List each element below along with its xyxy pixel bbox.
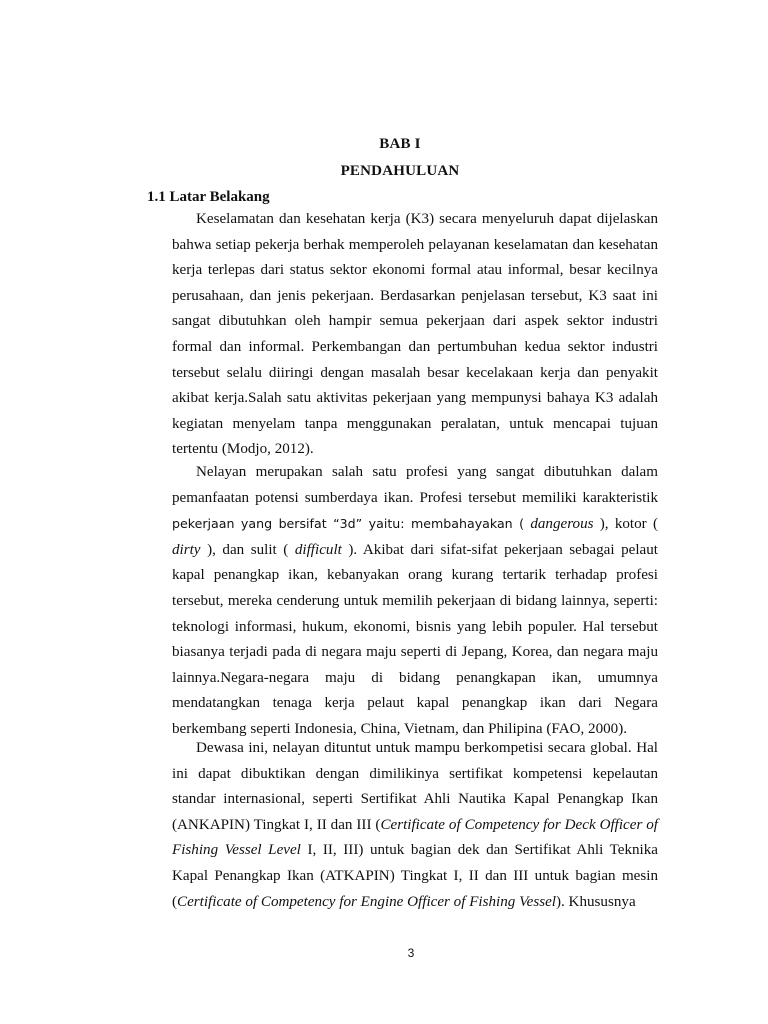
paragraph-2-part-e: ). Akibat dari sifat-sifat pekerjaan sebagai pelaut kapal penangkap ikan, kebanyakan orang kurang tertarik terhadap profesi tersebut, mereka cenderung untuk memilih pekerjaan di bidang lainnya, seperti: teknologi informasi, hukum, ekonomi, bisnis yang lebih populer. Hal tersebut biasanya terjadi pada di negara maju seperti di Jepang, Korea, dan negara maju lainnya.Negara-negara maju di bidang penangkapan ikan, umumnya mendatangkan tenaga kerja pelaut kapal penangkap ikan dari Negara berkembang seperti Indonesia, China, Vietnam, dan Philipina (FAO, 2000). xyxy=(172,541,658,737)
paragraph-2-text xyxy=(172,460,658,743)
paragraph-3-text xyxy=(172,736,658,915)
paragraph-2-sans-segment: pekerjaan yang bersifat “3d” yaitu: membahayakan ( xyxy=(172,516,525,532)
italic-certificate-engine: Certificate of Competency for Engine Officer of Fishing Vessel xyxy=(177,893,556,910)
paragraph-1 xyxy=(172,207,658,463)
italic-term-difficult: difficult xyxy=(294,541,342,558)
paragraph-2-part-c: ), kotor ( xyxy=(593,516,658,533)
page-number: 3 xyxy=(407,946,415,960)
italic-term-dangerous: dangerous xyxy=(530,516,594,533)
paragraph-3-part-a: Dewasa ini, nelayan dituntut untuk mampu berkompetisi secara global. Hal ini dapat dibuktikan dengan dimilikinya sertifikat kompetensi kepelautan standar internasional, seperti Sertifikat Ahli Nautika Kapal Penangkap Ikan (ANKAPIN) Tingkat I, II dan III ( xyxy=(172,740,658,833)
chapter-title: PENDAHULUAN xyxy=(340,163,460,179)
paragraph-3 xyxy=(172,736,658,915)
paragraph-3-part-b: I, II, III) untuk bagian dek dan Sertifikat Ahli Teknika Kapal Penangkap Ikan (ATKAPIN) Tingkat I, II dan III untuk bagian mesin ( xyxy=(172,842,658,910)
paragraph-3-part-c: ). Khususnya xyxy=(555,893,636,910)
paragraph-2-part-a: Nelayan merupakan salah satu profesi yang sangat dibutuhkan dalam pemanfaatan potensi sumberdaya ikan. Profesi tersebut memiliki karakteristik xyxy=(172,464,658,506)
paragraph-1-text: Keselamatan dan kesehatan kerja (K3) secara menyeluruh dapat dijelaskan bahwa setiap pekerja berhak memperoleh pelayanan keselamatan dan kesehatan kerja terlepas dari status sektor ekonomi formal atau informal, besar kecilnya perusahaan, dan jenis pekerjaan. Berdasarkan penjelasan tersebut, K3 saat ini sangat dibutuhkan oleh hampir semua pekerjaan dari aspek sektor industri formal dan informal. Perkembangan dan pertumbuhan kedua sektor industri tersebut selalu diiringi dengan masalah besar kecelakaan kerja dan penyakit akibat kerja.Salah satu aktivitas pekerjaan yang mempunysi bahaya K3 adalah kegiatan menyelam tanpa menggunakan peralatan, untuk mencapai tujuan tertentu (Modjo, 2012). xyxy=(172,211,658,458)
italic-term-dirty: dirty xyxy=(172,541,201,558)
section-heading: 1.1 Latar Belakang xyxy=(147,189,270,205)
paragraph-2-part-d: ), dan sulit ( xyxy=(200,541,295,558)
chapter-number: BAB I xyxy=(379,136,421,152)
paragraph-2 xyxy=(172,460,658,743)
italic-certificate-deck: Certificate of Competency for Deck Officer of Fishing Vessel Level xyxy=(172,816,658,859)
